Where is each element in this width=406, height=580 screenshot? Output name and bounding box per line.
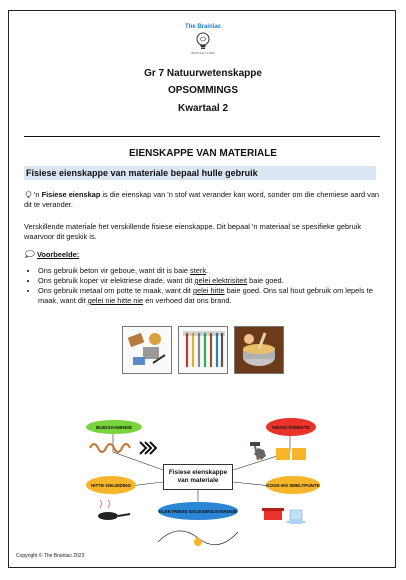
diagram-center-title: Fisiese eienskappe van materiale <box>163 464 233 490</box>
melting-point-label: KOOK-EN SMELTPUNTE <box>266 476 320 494</box>
lightbulb-icon <box>24 190 33 199</box>
frying-pan-icon <box>98 500 130 520</box>
definition-term: Fisiese eienskap <box>41 190 101 199</box>
list-item: • Ons gebruik metaal om potte te maak, want dit gelei hitte baie goed. Ons sal hout gebruik om lepels te maak, want dit gelei nie hitte nie en verhoed dat ons brand. <box>38 286 380 306</box>
list-item: • Ons gebruik koper vir elektriese drade, want dit gelei elektrisiteit baie goed. <box>38 276 380 286</box>
illustration-materials-tools <box>122 326 172 374</box>
divider <box>24 136 380 137</box>
section-title: EIENSKAPPE VAN MATERIALE <box>129 148 277 159</box>
hammer-icon <box>250 442 266 460</box>
heat-conduction-label: HITTE-GELEIDING <box>86 476 136 494</box>
grade-subject: Gr 7 Natuurwetenskappe <box>144 68 262 79</box>
brand-name: The Brainiac <box>184 24 221 30</box>
properties-diagram <box>78 418 328 556</box>
copyright: Copyright © The Brainiac 2023 <box>16 553 85 559</box>
spring-icon <box>90 444 130 452</box>
examples-heading <box>24 250 79 259</box>
illustration-utensils <box>178 326 228 374</box>
list-item: • Ons gebruik beton vir geboue, want dit is baie sterk. <box>38 266 380 276</box>
electric-conduction-label: ELEKTRIESE GELEIDINGSVERMOË <box>158 502 238 520</box>
speech-bubble-icon <box>24 250 35 258</box>
definition-pre: 'n <box>34 190 42 199</box>
materials-paragraph: Verskillende materiale het verskillende fisiese eienskappe. Dit bepaal 'n materiaal se spesifieke gebruik waarvoor dit geskik is. <box>24 222 362 241</box>
bulb-circuit-icon <box>158 531 238 546</box>
illustration-cooking-pot <box>234 326 284 374</box>
term: Kwartaal 2 <box>177 103 229 114</box>
flexibility-label: BUIGSAAMHEID <box>86 420 142 434</box>
ice-cube-icon <box>286 510 306 524</box>
pot-icon <box>262 508 284 520</box>
weight-icon <box>276 448 306 460</box>
section-subheading: Fisiese eienskappe van materiale bepaal hulle gebruik <box>24 166 376 180</box>
examples-heading-text: Voorbeelde: <box>37 250 80 259</box>
document-type: OPSOMMINGS <box>167 85 238 96</box>
lightbulb-logo-icon <box>194 31 212 51</box>
examples-list <box>24 266 380 306</box>
definition-rest: is die eienskap van 'n stof wat verander kan word, sonder om die chemiese aard van dit te verander. <box>24 190 380 209</box>
strength-label: KRAG/ STERKTE <box>266 418 316 436</box>
brand-tagline: BRAINIAC STEM <box>191 51 215 55</box>
definition-paragraph <box>24 190 380 210</box>
chevrons-icon <box>140 442 156 454</box>
